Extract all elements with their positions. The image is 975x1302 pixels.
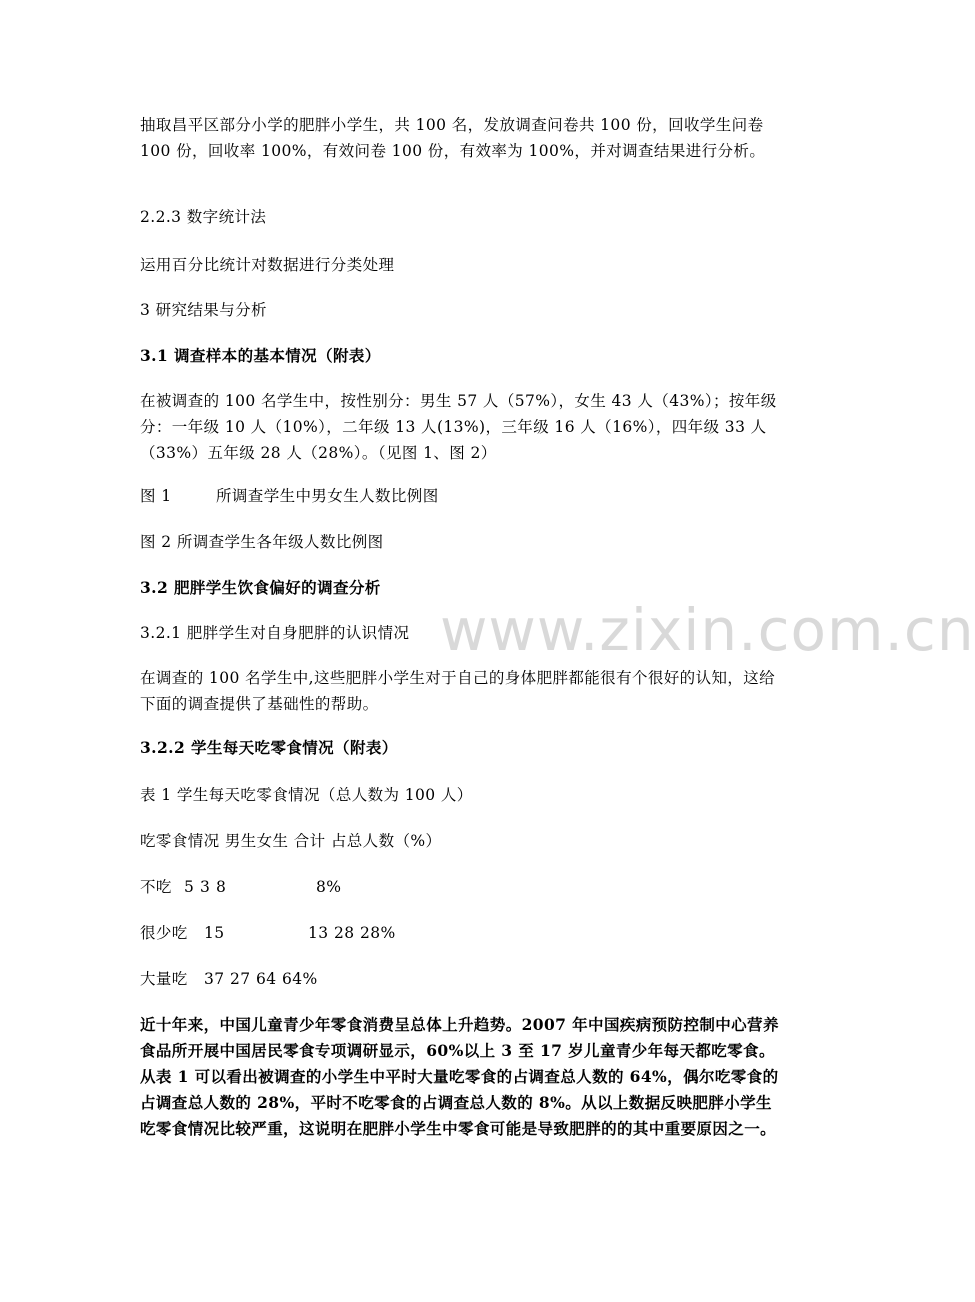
heading-3-2: 3.2 肥胖学生饮食偏好的调查分析 <box>140 578 381 597</box>
row-label: 很少吃 <box>140 924 188 942</box>
paragraph-2-2-3: 运用百分比统计对数据进行分类处理 <box>140 256 395 274</box>
table-row <box>140 966 782 992</box>
table-row <box>140 920 782 946</box>
row-total: 64 <box>256 970 277 988</box>
row-percent: 28% <box>360 924 396 942</box>
row-label: 不吃 <box>140 878 172 896</box>
row-percent: 64% <box>282 970 318 988</box>
row-label: 大量吃 <box>140 970 188 988</box>
paragraph-3-1: 在被调查的 100 名学生中，按性别分：男生 57 人（57%），女生 43 人（43%）；按年级分：一年级 10 人（10%），二年级 13 人(13%)，三年级 16 人（16%），四年级 33 人（33%）五年级 28 人（28%）。（见图 1、图 2） <box>140 392 777 462</box>
figure-2-caption: 图 2 所调查学生各年级人数比例图 <box>140 533 384 551</box>
row-girls: 3 <box>200 878 211 896</box>
row-boys: 37 <box>204 970 225 988</box>
figure-1-caption <box>140 483 782 509</box>
heading-3-2-2: 3.2.2 学生每天吃零食情况（附表） <box>140 738 398 757</box>
row-total: 8 <box>216 878 227 896</box>
row-boys: 15 <box>204 924 225 942</box>
row-girls: 27 <box>230 970 251 988</box>
figure-1-number: 图 1 <box>140 487 172 505</box>
table-header: 吃零食情况 男生女生 合计 占总人数（%） <box>140 832 442 850</box>
table-1-title: 表 1 学生每天吃零食情况（总人数为 100 人） <box>140 786 473 804</box>
row-girls: 13 <box>308 924 329 942</box>
conclusion-paragraph: 近十年来，中国儿童青少年零食消费呈总体上升趋势。2007 年中国疾病预防控制中心营养食品所开展中国居民零食专项调研显示，60%以上 3 至 17 岁儿童青少年每天都吃零食。从表 1 可以看出被调查的小学生中平时大量吃零食的占调查总人数的 64%，偶尔吃零食的占调查总人数的 28%，平时不吃零食的占调查总人数的 8%。从以上数据反映肥胖小学生吃零食情况比较严重，这说明在肥胖小学生中零食可能是导致肥胖的的其中重要原因之一。 <box>140 1015 779 1138</box>
watermark: www.zixin.com.cn <box>440 596 975 664</box>
row-total: 28 <box>334 924 355 942</box>
table-row <box>140 874 782 900</box>
row-percent: 8% <box>316 878 342 896</box>
heading-3-2-1: 3.2.1 肥胖学生对自身肥胖的认识情况 <box>140 624 410 642</box>
heading-3: 3 研究结果与分析 <box>140 301 267 319</box>
heading-3-1: 3.1 调查样本的基本情况（附表） <box>140 346 381 365</box>
row-boys: 5 <box>184 878 195 896</box>
figure-1-text: 所调查学生中男女生人数比例图 <box>216 487 439 505</box>
paragraph-sampling: 抽取昌平区部分小学的肥胖小学生，共 100 名，发放调查问卷共 100 份，回收学生问卷 100 份，回收率 100%，有效问卷 100 份，有效率为 100%，并对调查结果进行分析。 <box>140 116 766 160</box>
heading-2-2-3: 2.2.3 数字统计法 <box>140 208 267 226</box>
paragraph-3-2-1: 在调查的 100 名学生中,这些肥胖小学生对于自己的身体肥胖都能很有个很好的认知，这给下面的调查提供了基础性的帮助。 <box>140 669 776 713</box>
